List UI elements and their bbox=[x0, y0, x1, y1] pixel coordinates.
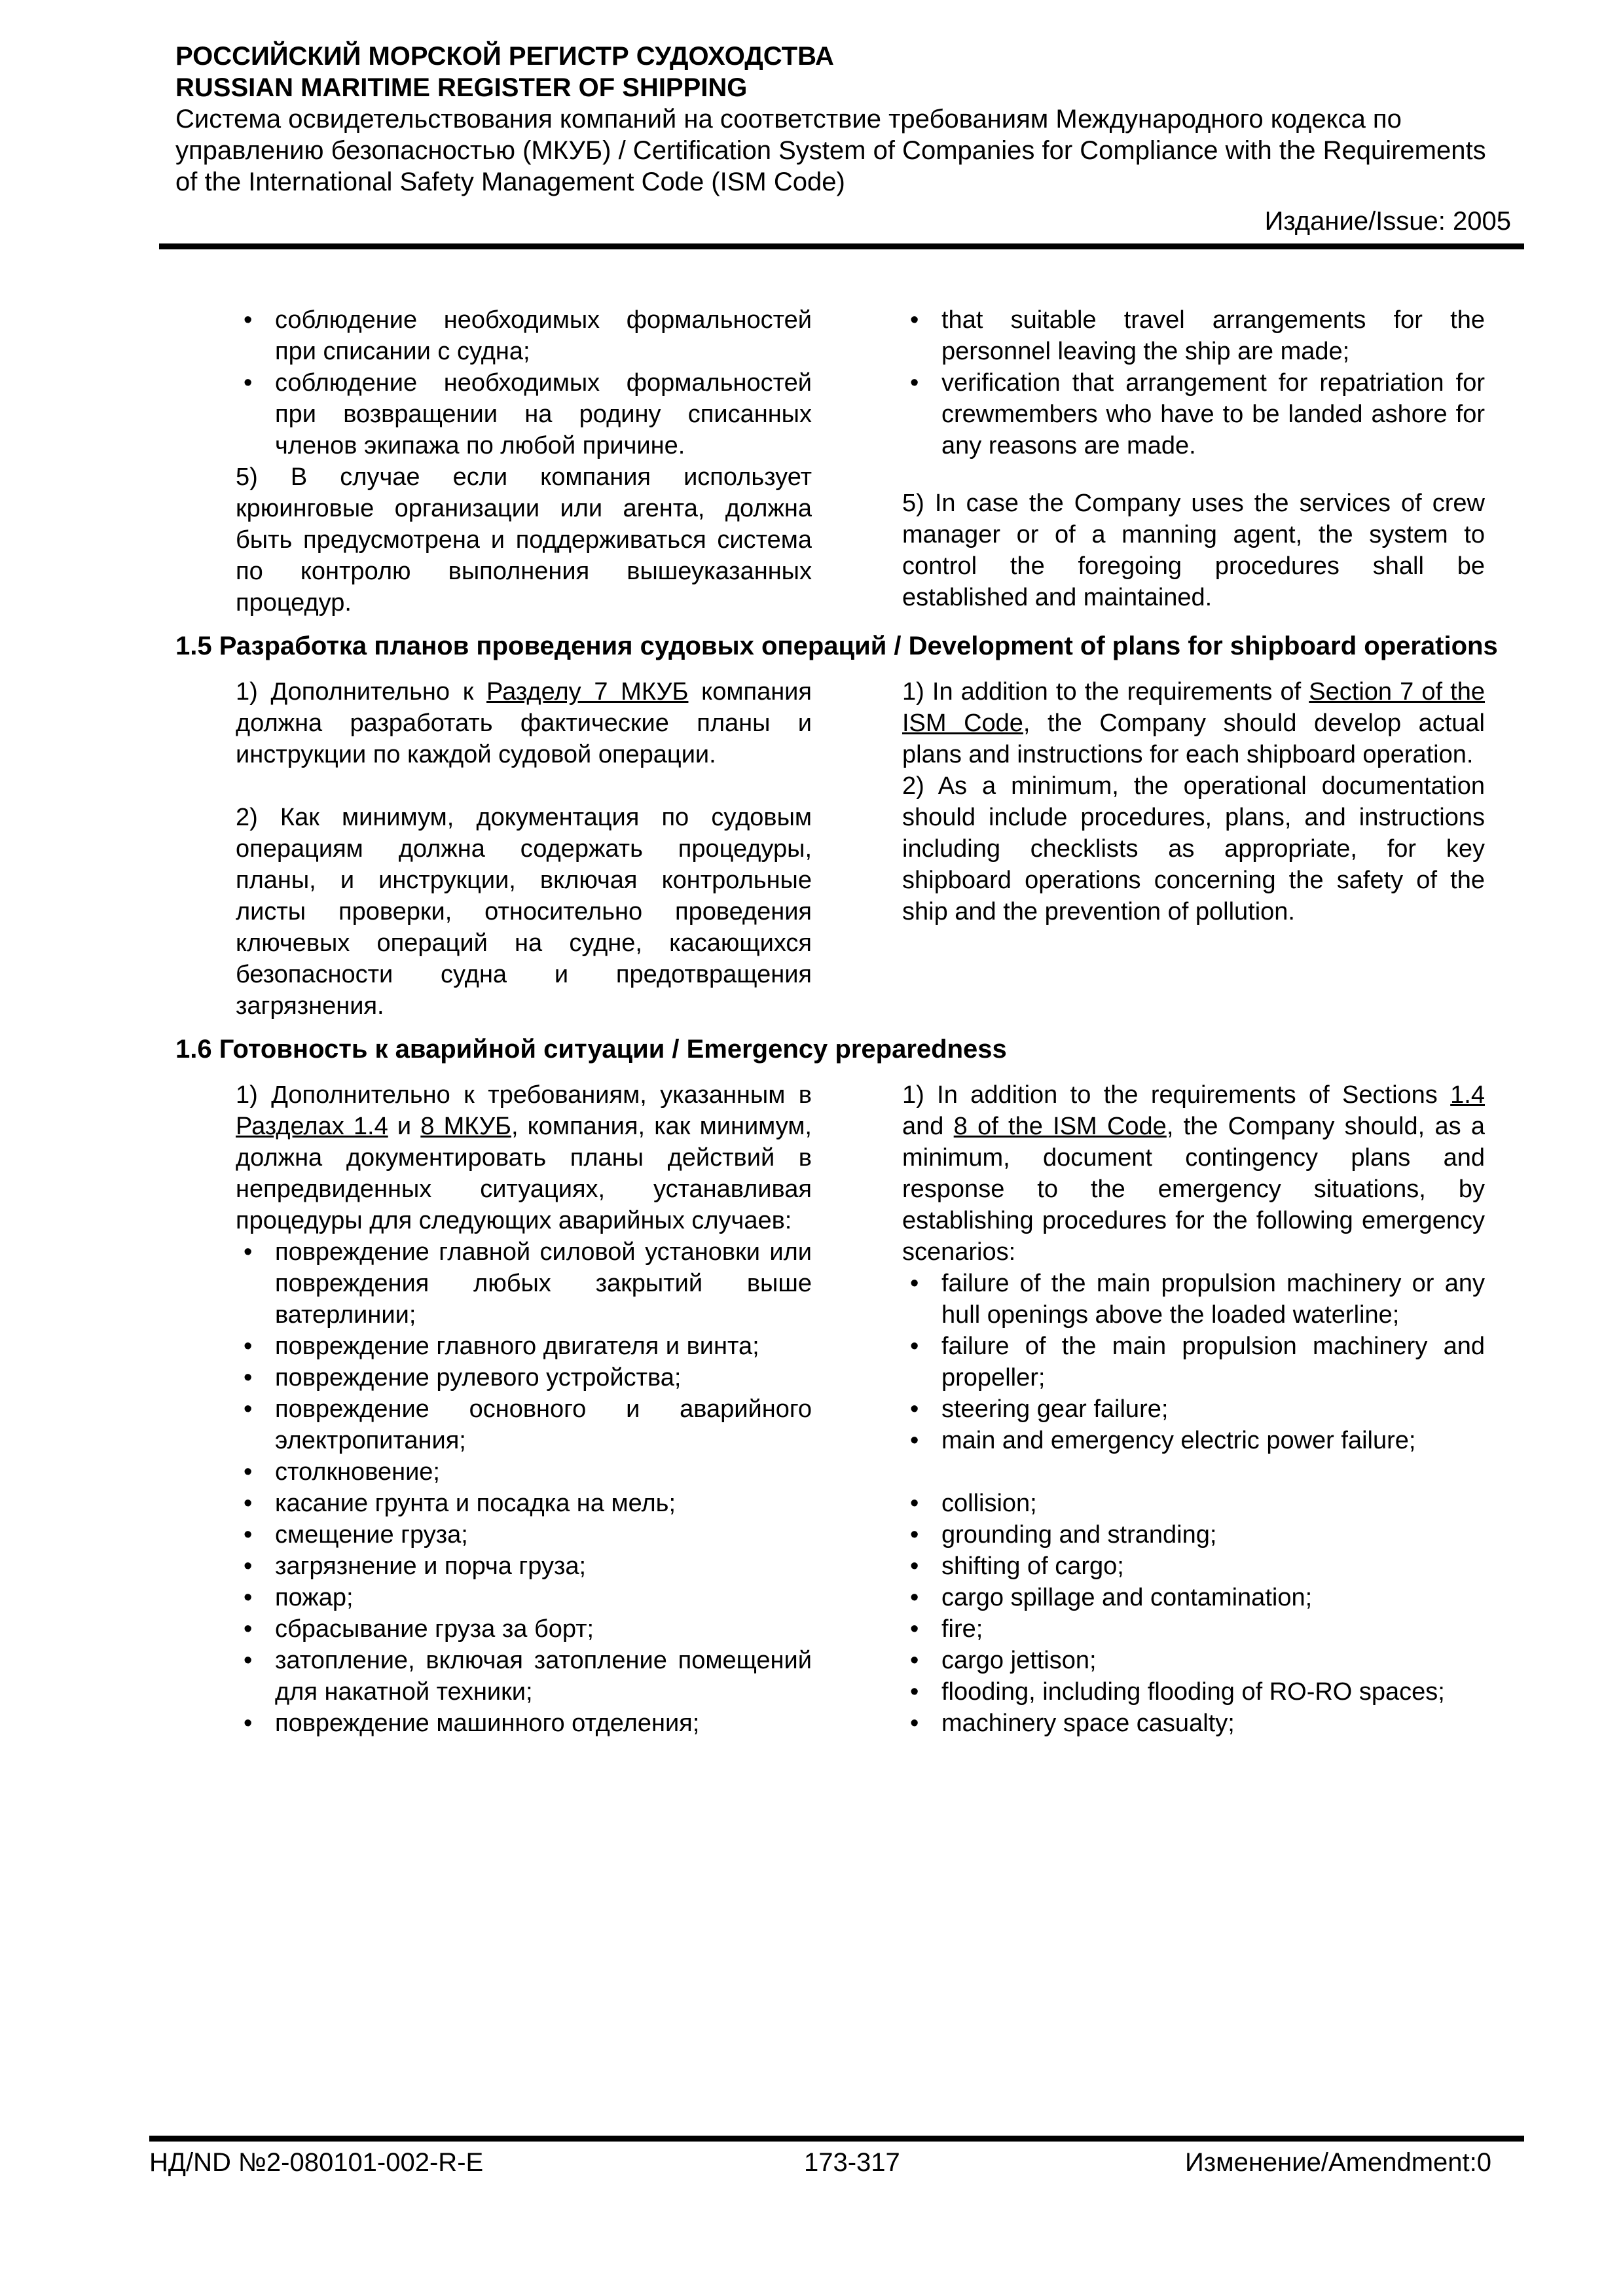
list-item: • flooding, including flooding of RO-RO spaces; bbox=[902, 1676, 1485, 1708]
column-en bbox=[902, 304, 1485, 619]
row-section-1-5 bbox=[175, 676, 1511, 1022]
org-name-ru: РОССИЙСКИЙ МОРСКОЙ РЕГИСТР СУДОХОДСТВА bbox=[175, 42, 834, 71]
paragraph bbox=[902, 676, 1485, 770]
paragraph: 5) In case the Company uses the services of crew manager or of a manning agent, the system to control the foregoing procedures shall be established and maintained. bbox=[902, 490, 1485, 611]
cross-reference-link[interactable]: 1.4 bbox=[1450, 1081, 1485, 1109]
page-number: 173-317 bbox=[804, 2148, 900, 2177]
column-en bbox=[902, 1079, 1485, 1739]
column-en bbox=[902, 676, 1485, 1022]
bullet-list-ru bbox=[236, 1236, 812, 1739]
paragraph bbox=[236, 1079, 812, 1236]
text: 1) Дополнительно к bbox=[236, 678, 487, 706]
list-item: • повреждение рулевого устройства; bbox=[236, 1362, 812, 1393]
list-item: • столкновение; bbox=[236, 1456, 812, 1488]
row-section-1-6 bbox=[175, 1079, 1511, 1739]
text: компания должна разработать фактические планы и инструкции по каждой судовой операции. bbox=[236, 678, 812, 768]
list-item: • смещение груза; bbox=[236, 1519, 812, 1551]
list-item: • затопление, включая затопление помещений для накатной техники; bbox=[236, 1645, 812, 1708]
list-item: • cargo jettison; bbox=[902, 1645, 1485, 1676]
list-item: • main and emergency electric power failure; bbox=[902, 1425, 1485, 1456]
system-title: Система освидетельствования компаний на соответствие требованиям Международного кодекса по управлению безопасностью (МКУБ) / Certification System of Companies for Compliance with the Requirements of the International Safety Management Code (ISM Code) bbox=[175, 105, 1486, 196]
list-item: • соблюдение необходимых формальностей при списании с судна; bbox=[236, 304, 812, 367]
paragraph bbox=[236, 676, 812, 770]
list-item: • повреждение основного и аварийного электропитания; bbox=[236, 1393, 812, 1456]
footer-divider bbox=[149, 2136, 1524, 2142]
cross-reference-link[interactable]: Разделах 1.4 bbox=[236, 1113, 388, 1140]
page-header bbox=[175, 41, 1511, 237]
paragraph bbox=[902, 1079, 1485, 1268]
text: and bbox=[902, 1113, 954, 1140]
cross-reference-link[interactable]: Section 7 of the ISM Code bbox=[902, 678, 1486, 737]
list-item: • verification that arrangement for repatriation for crewmembers who have to be landed ashore for any reasons are made. bbox=[902, 367, 1485, 461]
list-item: • повреждение машинного отделения; bbox=[236, 1708, 812, 1739]
document-number: НД/ND №2-080101-002-R-E bbox=[149, 2148, 484, 2177]
text: , компания, как минимум, должна документировать планы действий в непредвиденных ситуациях, устанавливая процедуры для следующих аварийных случаев: bbox=[236, 1113, 812, 1234]
list-item: • повреждение главного двигателя и винта; bbox=[236, 1331, 812, 1362]
list-item: • пожар; bbox=[236, 1582, 812, 1613]
list-item: • collision; bbox=[902, 1488, 1485, 1519]
bullet-list-ru bbox=[236, 304, 812, 461]
cross-reference-link[interactable]: 8 МКУБ bbox=[420, 1113, 511, 1140]
text: 1) In addition to the requirements of bbox=[902, 678, 1309, 706]
list-item: • cargo spillage and contamination; bbox=[902, 1582, 1485, 1613]
list-item: • shifting of cargo; bbox=[902, 1551, 1485, 1582]
paragraph: 2) Как минимум, документация по судовым операциям должна содержать процедуры, планы, и инструкции, включая контрольные листы проверки, относительно проведения ключевых операций на судне, касающихся безопасности судна и предотвращения загрязнения. bbox=[236, 804, 812, 1020]
cross-reference-link[interactable]: 8 of the ISM Code bbox=[953, 1113, 1167, 1140]
document-body bbox=[175, 304, 1511, 1739]
org-name-en: RUSSIAN MARITIME REGISTER OF SHIPPING bbox=[175, 73, 748, 102]
row-crew-leaving bbox=[175, 304, 1511, 619]
list-item: • соблюдение необходимых формальностей при возвращении на родину списанных членов экипажа по любой причине. bbox=[236, 367, 812, 461]
issue-label: Издание/Issue: 2005 bbox=[1264, 207, 1511, 236]
text: и bbox=[388, 1113, 421, 1140]
section-heading-1-6: 1.6 Готовность к аварийной ситуации / Emergency preparedness bbox=[175, 1035, 1007, 1064]
text: , the Company should develop actual plans and instructions for each shipboard operation. bbox=[902, 709, 1485, 768]
list-item: • повреждение главной силовой установки или повреждения любых закрытий выше ватерлинии; bbox=[236, 1236, 812, 1331]
list-item: • failure of the main propulsion machinery or any hull openings above the loaded waterline; bbox=[902, 1268, 1485, 1331]
list-item: • fire; bbox=[902, 1613, 1485, 1645]
list-item: • steering gear failure; bbox=[902, 1393, 1485, 1425]
paragraph: 2) As a minimum, the operational documentation should include procedures, plans, and instructions including checklists as appropriate, for key shipboard operations concerning the safety of the ship and the prevention of pollution. bbox=[902, 772, 1485, 925]
text: 1) Дополнительно к требованиям, указанным в bbox=[236, 1081, 812, 1109]
cross-reference-link[interactable]: Разделу 7 МКУБ bbox=[486, 678, 689, 706]
column-ru bbox=[236, 1079, 812, 1739]
list-item: • that suitable travel arrangements for the personnel leaving the ship are made; bbox=[902, 304, 1485, 367]
header-divider bbox=[159, 243, 1524, 249]
list-item: • сбрасывание груза за борт; bbox=[236, 1613, 812, 1645]
text: , the Company should, as a minimum, document contingency plans and response to the emergency situations, by establishing procedures for the following emergency scenarios: bbox=[902, 1113, 1485, 1266]
column-ru bbox=[236, 304, 812, 619]
text: 1) In addition to the requirements of Sections bbox=[902, 1081, 1451, 1109]
list-item: • failure of the main propulsion machinery and propeller; bbox=[902, 1331, 1485, 1393]
column-ru bbox=[236, 676, 812, 1022]
list-item: • grounding and stranding; bbox=[902, 1519, 1485, 1551]
paragraph: 5) В случае если компания использует крюинговые организации или агента, должна быть предусмотрена и поддерживаться система по контролю выполнения вышеуказанных процедур. bbox=[236, 463, 812, 617]
bullet-list-en bbox=[902, 304, 1485, 461]
section-heading-1-5: 1.5 Разработка планов проведения судовых операций / Development of plans for shipboard operations bbox=[175, 632, 1498, 660]
list-item: • загрязнение и порча груза; bbox=[236, 1551, 812, 1582]
list-item: • machinery space casualty; bbox=[902, 1708, 1485, 1739]
bullet-list-en bbox=[902, 1268, 1485, 1739]
list-item: • касание грунта и посадка на мель; bbox=[236, 1488, 812, 1519]
amendment-label: Изменение/Amendment:0 bbox=[1185, 2148, 1491, 2177]
